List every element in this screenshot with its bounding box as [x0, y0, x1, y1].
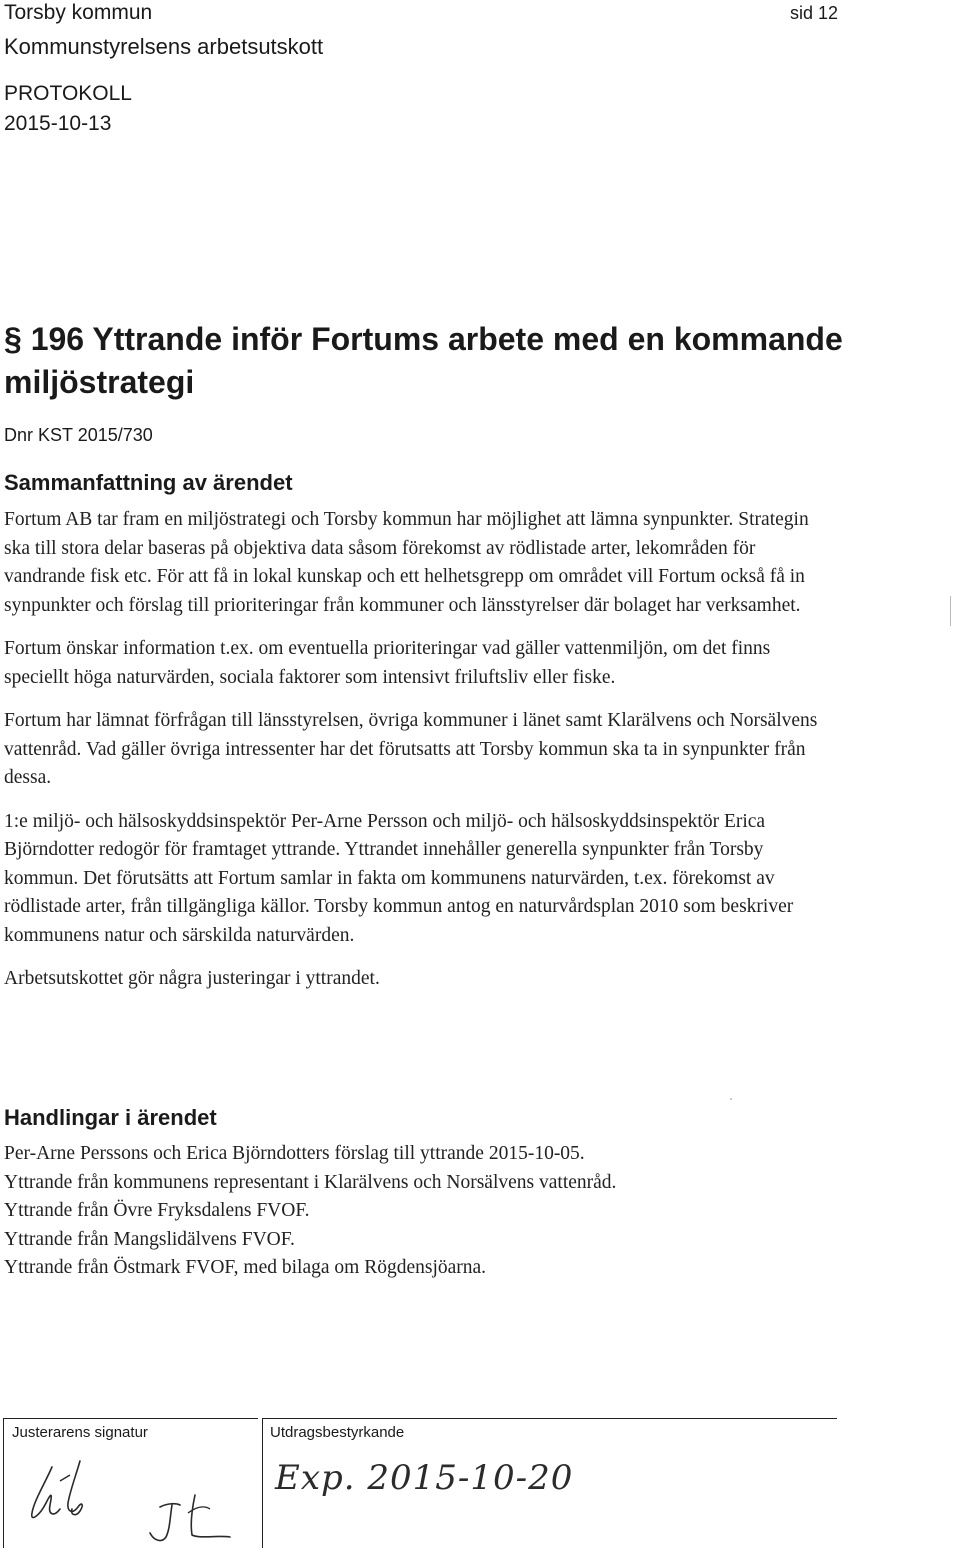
signature-box-top-border: [3, 1418, 258, 1419]
signature-box-left-border: [3, 1418, 4, 1548]
organization-name: Torsby kommun: [4, 1, 153, 24]
section-title: § 196 Yttrande inför Fortums arbete med en kommande miljöstrategi: [4, 321, 843, 400]
summary-paragraph: Arbetsutskottet gör några justeringar i yttrandet.: [4, 968, 380, 989]
list-item: Yttrande från Mangslidälvens FVOF.: [4, 1228, 295, 1250]
summary-body: [4, 506, 834, 1009]
handwritten-certification-text: Exp. 2015-10-20: [275, 1458, 574, 1498]
handwritten-initials-signature: [20, 1445, 250, 1550]
committee-name: Kommunstyrelsens arbetsutskott: [4, 34, 324, 59]
summary-heading: Sammanfattning av ärendet: [4, 470, 293, 495]
documents-heading: Handlingar i ärendet: [4, 1105, 217, 1130]
documents-list: [4, 1140, 834, 1283]
certification-label: Utdragsbestyrkande: [270, 1424, 405, 1441]
certification-box-top-border: [262, 1418, 837, 1419]
summary-paragraph: Fortum önskar information t.ex. om eventuella prioriteringar vad gäller vattenmiljön, om det finns speciellt höga naturvärden, sociala faktorer som intensivt friluftsliv eller fiske.: [4, 638, 771, 688]
document-type: PROTOKOLL: [4, 82, 132, 105]
scan-speck: [730, 1098, 732, 1100]
certification-box-left-border: [262, 1418, 263, 1548]
page-number: sid 12: [789, 3, 838, 23]
list-item: Yttrande från Övre Fryksdalens FVOF.: [4, 1200, 310, 1221]
list-item: Yttrande från kommunens representant i Klarälvens och Norsälvens vattenråd.: [4, 1171, 617, 1193]
justerare-signature-label: Justerarens signatur: [12, 1424, 148, 1441]
summary-paragraph: 1:e miljö- och hälsoskyddsinspektör Per-Arne Persson och miljö- och hälsoskyddsinspektör Erica Björndotter redogör för framtaget yttrande. Yttrandet innehåller generella synpunkter från Torsby kommun. Det förutsätts att Fortum samlar in fakta om kommunens naturvärden, t.ex. förekomst av rödlistade arter, från tillgängliga källor. Torsby kommun antog en naturvårdsplan 2010 som beskriver kommunens natur och särskilda naturvärden.: [4, 810, 794, 946]
list-item: Per-Arne Perssons och Erica Björndotters förslag till yttrande 2015-10-05.: [4, 1143, 585, 1164]
summary-paragraph: Fortum har lämnat förfrågan till länsstyrelsen, övriga kommuner i länet samt Klarälvens och Norsälvens vattenråd. Vad gäller övriga intressenter har det förutsatts att Torsby kommun ska ta in synpunkter från dessa.: [4, 710, 818, 788]
list-item: Yttrande från Östmark FVOF, med bilaga om Rögdensjöarna.: [4, 1257, 487, 1278]
meeting-date: 2015-10-13: [4, 112, 112, 135]
summary-paragraph: Fortum AB tar fram en miljöstrategi och Torsby kommun har möjlighet att lämna synpunkter. Strategin ska till stora delar baseras på objektiva data såsom förekomst av rödlistade arter, lekområden för vandrande fisk etc. För att få in lokal kunskap och ett helhetsgrepp om området vill Fortum också få in synpunkter och förslag till prioriteringar från kommuner och länsstyrelser där bolaget har verksamhet.: [4, 509, 809, 616]
margin-mark: [950, 596, 951, 626]
case-number: Dnr KST 2015/730: [4, 425, 153, 445]
handwritten-certification-note: [275, 1458, 595, 1518]
